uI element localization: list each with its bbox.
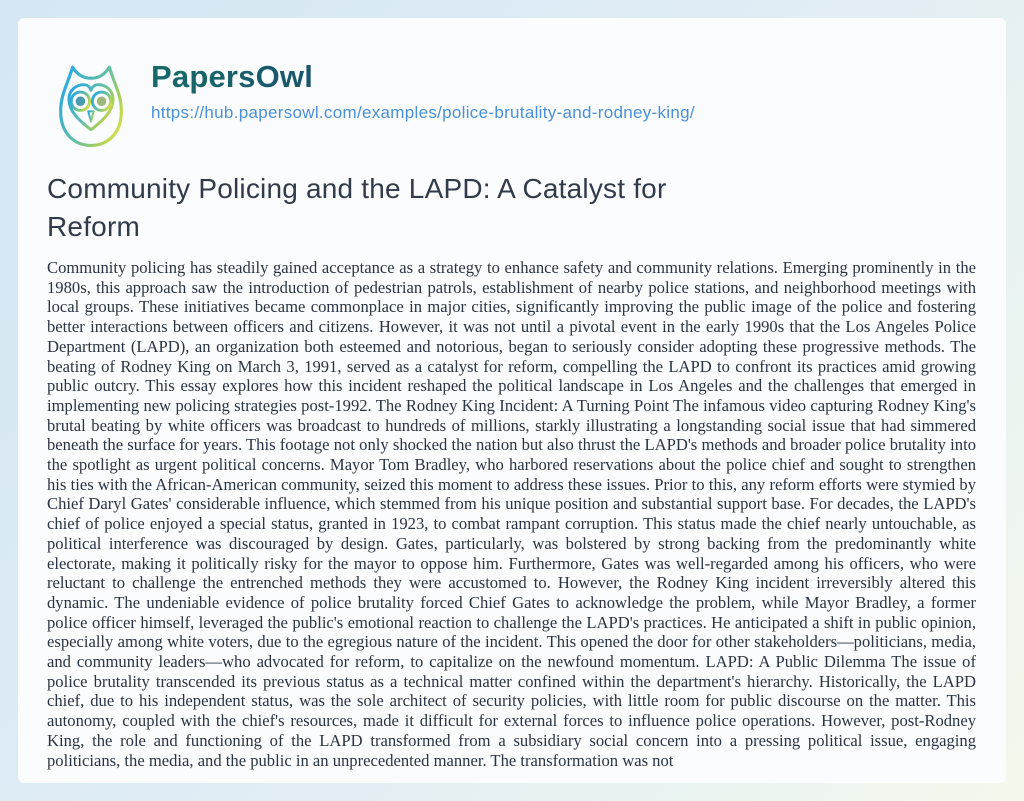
header-text (151, 56, 695, 123)
content-card (18, 18, 1006, 783)
source-url-link[interactable]: https://hub.papersowl.com/examples/police-brutality-and-rodney-king/ (151, 103, 695, 123)
article-body-text: Community policing has steadily gained acceptance as a strategy to enhance safety and community relations. Emerging prominently in the 1980s, this approach saw the introduction of pedestrian patrols, establishment of nearby police stations, and neighborhood meetings with local groups. These initiatives became commonplace in major cities, significantly improving the public image of the police and fostering better interactions between officers and citizens. However, it was not until a pivotal event in the early 1990s that the Los Angeles Police Department (LAPD), an organization both esteemed and notorious, began to seriously consider adopting these progressive methods. The beating of Rodney King on March 3, 1991, served as a catalyst for reform, compelling the LAPD to confront its practices amid growing public outcry. This essay explores how this incident reshaped the political landscape in Los Angeles and the challenges that emerged in implementing new policing strategies post-1992. The Rodney King Incident: A Turning Point The infamous video capturing Rodney King's brutal beating by white officers was broadcast to hundreds of millions, starkly illustrating a longstanding social issue that had simmered beneath the surface for years. This footage not only shocked the nation but also thrust the LAPD's methods and broader police brutality into the spotlight as urgent political concerns. Mayor Tom Bradley, who harbored reservations about the police chief and sought to strengthen his ties with the African-American community, seized this moment to address these issues. Prior to this, any reform efforts were stymied by Chief Daryl Gates' considerable influence, which stemmed from his unique position and substantial support base. For decades, the LAPD's chief of police enjoyed a special status, granted in 1923, to combat rampant corruption. This status made the chief nearly untouchable, as political interference was discouraged by design. Gates, particularly, was bolstered by strong backing from the predominantly white electorate, making it politically risky for the mayor to oppose him. Furthermore, Gates was well-regarded among his officers, who were reluctant to challenge the entrenched methods they were accustomed to. However, the Rodney King incident irreversibly altered this dynamic. The undeniable evidence of police brutality forced Chief Gates to acknowledge the problem, while Mayor Bradley, a former police officer himself, leveraged the public's emotional reaction to challenge the LAPD's practices. He anticipated a shift in public opinion, especially among white voters, due to the egregious nature of the incident. This opened the door for other stakeholders—politicians, media, and community leaders—who advocated for reform, to capitalize on the newfound momentum. LAPD: A Public Dilemma The issue of police brutality transcended its previous status as a technical matter confined within the department's hierarchy. Historically, the LAPD chief, due to his independent status, was the sole architect of security policies, with little room for public discourse on the matter. This autonomy, coupled with the chief's resources, made it difficult for external forces to influence police operations. However, post-Rodney King, the role and functioning of the LAPD transformed from a subsidiary social concern into a pressing political issue, engaging politicians, the media, and the public in an unprecedented manner. The transformation was not (47, 258, 976, 770)
article-title: Community Policing and the LAPD: A Catalyst for Reform (47, 173, 667, 242)
site-header (45, 56, 695, 152)
owl-logo-icon (45, 56, 137, 152)
papersowl-logo (45, 56, 137, 152)
brand-name: PapersOwl (151, 60, 695, 94)
